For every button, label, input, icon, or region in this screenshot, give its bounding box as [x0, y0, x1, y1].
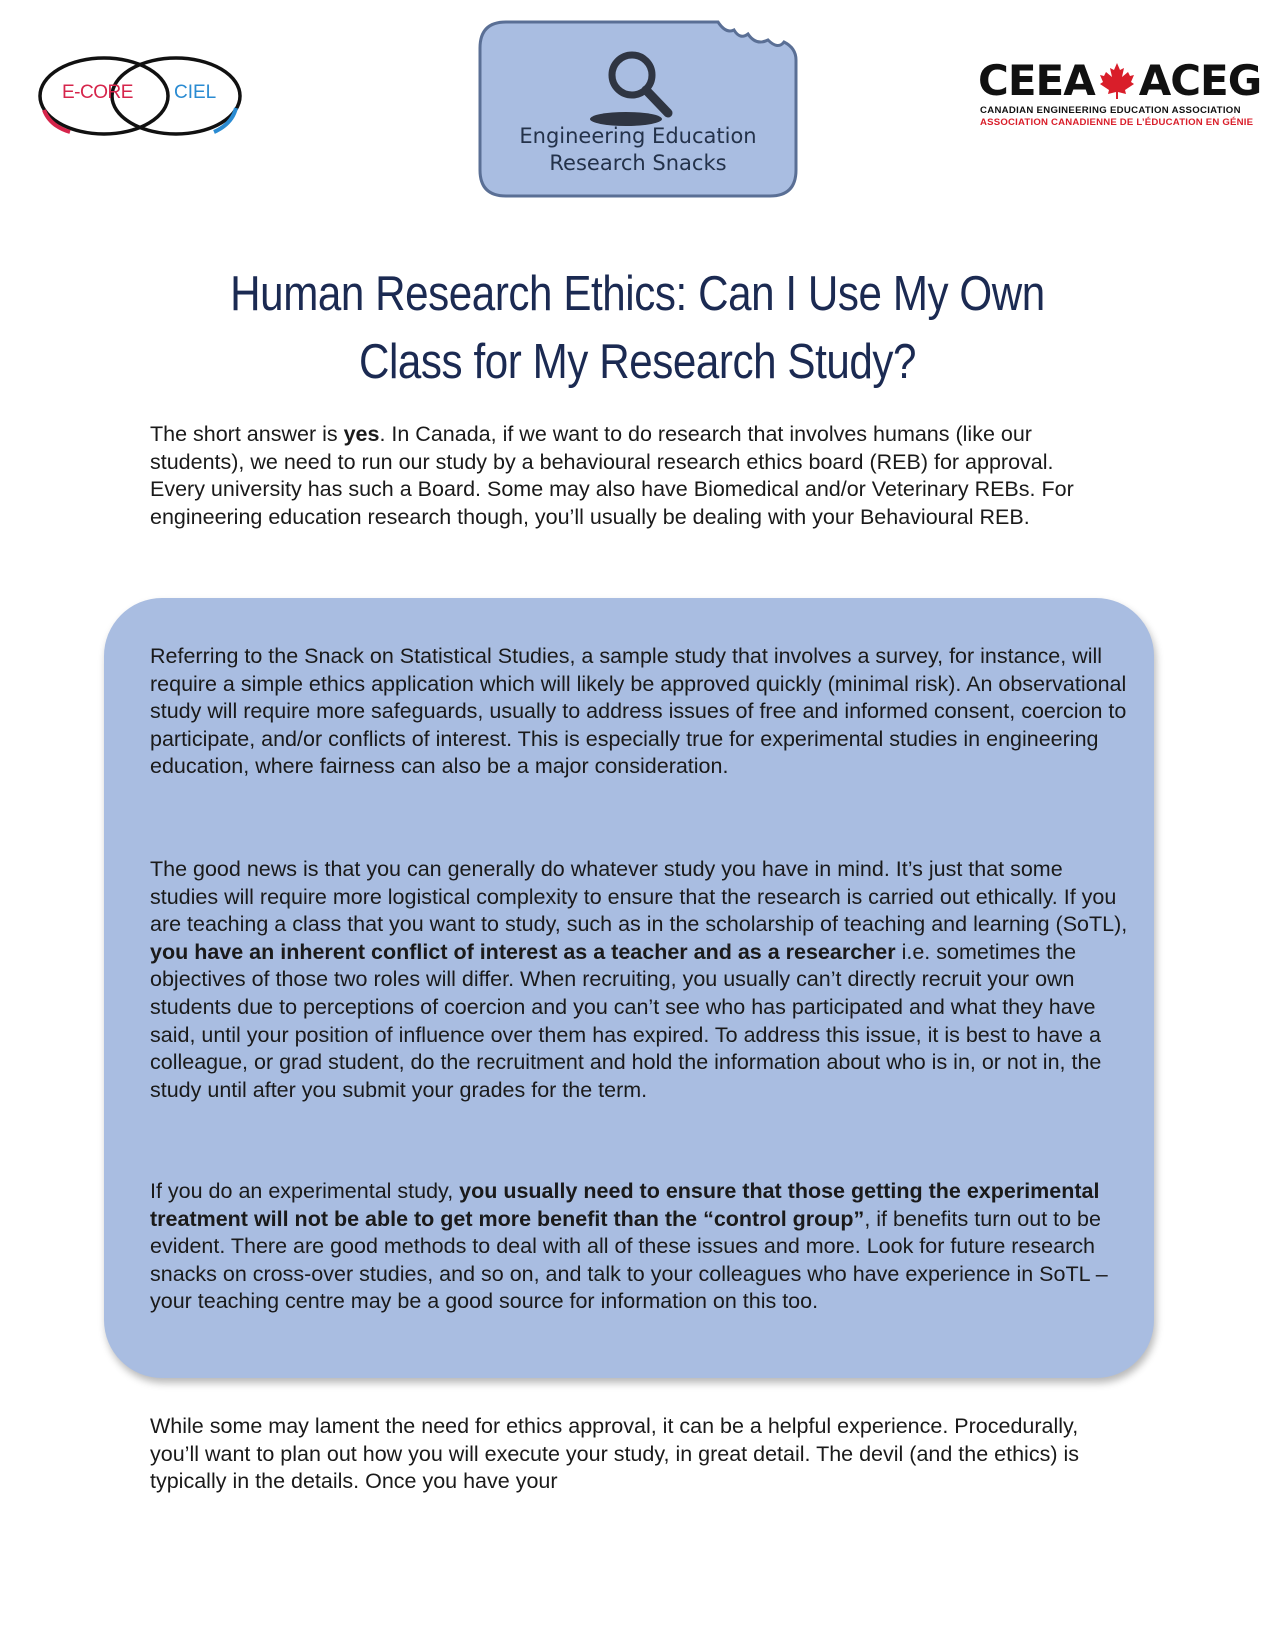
intro-text-2: . In Canada, if we want to do research that involves humans (like our students), we need to run our study by a behavioural research ethics board (REB) for approval. Every university has such a Board. Some may also have Biomedical and/or Veterinary REBs. For engineering education research though, you’ll usually be dealing with your Behavioural REB. — [150, 422, 1074, 529]
callout-paragraph-2 — [150, 856, 1135, 1104]
p3-emphasis: you usually need to ensure that those getting the experimental treatment will not be able to get more benefit than the “control group” — [150, 1179, 1100, 1231]
p3-text-2: , if benefits turn out to be evident. There are good methods to deal with all of these issues and more. Look for future research snacks on cross-over studies, and so on, and talk to your colleagues who have experience in SoTL – your teaching centre may be a good source for information on this too. — [150, 1206, 1108, 1314]
p2-text-1: The good news is that you can generally do whatever study you have in mind. It’s just that some studies will require more logistical complexity to ensure that the research is carried out ethically. If you are teaching a class that you want to study, such as in the scholarship of teaching and learning (SoTL), — [150, 857, 1128, 937]
badge-line-1: Engineering Education — [519, 124, 757, 148]
callout-paragraph-3 — [150, 1178, 1135, 1316]
magnifier-icon — [588, 45, 688, 130]
maple-leaf-icon — [1097, 60, 1137, 100]
ciel-label: CIEL — [174, 82, 217, 103]
ecore-label: E-CORE — [62, 82, 133, 103]
ceea-english-name: CANADIAN ENGINEERING EDUCATION ASSOCIATION — [980, 105, 1241, 116]
intro-paragraph — [150, 421, 1110, 531]
intro-text-1: The short answer is — [150, 422, 344, 446]
ecore-ciel-logo — [36, 52, 246, 140]
closing-paragraph: While some may lament the need for ethics approval, it can be a helpful experience. Procedurally, you’ll want to plan out how you will execute your study, in great detail. The devil (and the ethics) is typically in the details. Once you have your — [150, 1414, 1079, 1494]
wordmark-left: CEEA — [978, 55, 1095, 105]
wordmark-right: ACEG — [1138, 55, 1262, 105]
page-title-line-1: Human Research Ethics: Can I Use My Own — [230, 267, 1045, 321]
ceea-aceg-logo — [978, 55, 1262, 135]
aceg-french-name: ASSOCIATION CANADIENNE DE L’ÉDUCATION EN GÉNIE — [980, 117, 1254, 128]
page-title-line-2: Class for My Research Study? — [358, 335, 917, 389]
ceea-aceg-wordmark — [978, 55, 1261, 105]
intro-emphasis: yes — [343, 422, 380, 446]
p2-emphasis: you have an inherent conflict of interest as a teacher and as a researcher — [150, 939, 896, 964]
research-snacks-badge — [478, 20, 798, 198]
p2-text-2: i.e. sometimes the objectives of those two roles will differ. When recruiting, you usually can’t directly recruit your own students due to perceptions of coercion and you can’t see who has participated and what they have said, until your position of influence over them has expired. To address this issue, it is best to have a colleague, or grad student, do the recruitment and hold the information about who is in, or not in, the study until after you submit your grades for the term. — [150, 939, 1102, 1102]
callout-paragraph-1: Referring to the Snack on Statistical Studies, a sample study that involves a survey, for instance, will require a simple ethics application which will likely be approved quickly (minimal risk). An observational study will require more safeguards, usually to address issues of free and informed consent, coercion to participate, and/or conflicts of interest. This is especially true for experimental studies in engineering education, where fairness can also be a major consideration. — [150, 644, 1127, 779]
p3-text-1: If you do an experimental study, — [150, 1179, 460, 1203]
badge-line-2: Research Snacks — [549, 151, 727, 175]
